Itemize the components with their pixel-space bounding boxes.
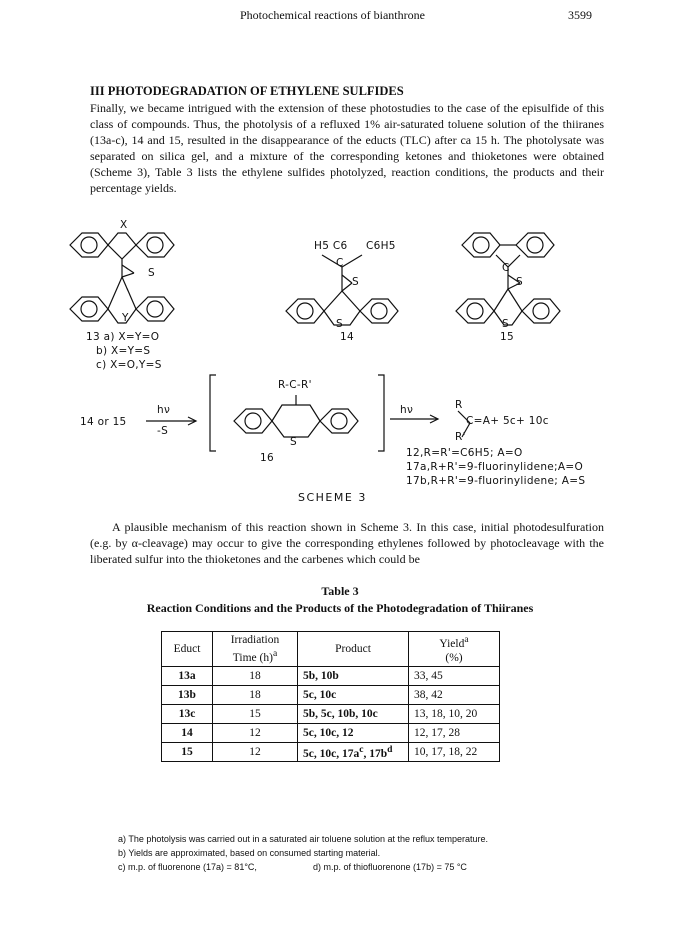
cell-product [298,742,409,761]
reaction-arrow-2 [390,415,438,423]
header-yield-sup: a [464,634,469,645]
label-17a: 17a,R+R'=9-fluorinylidene;A=O [406,461,584,473]
cell-time: 12 [213,742,298,761]
cell-time: 18 [213,666,298,685]
label-16: 16 [260,452,274,464]
footnote-d: d) m.p. of thiofluorenone (17b) = 75 °C [313,862,467,872]
label-phenyl-left: H5 C6 [314,240,348,252]
label-hv-2: hν [400,404,414,416]
label-minus-s: -S [157,425,169,437]
cell-yield: 33, 45 [409,666,500,685]
label-13b: b) X=Y=S [96,345,151,357]
cell-time: 15 [213,704,298,723]
label-s-14-top: S [352,276,359,288]
cell-product-mid: , 17b [363,747,388,760]
header-yield-text: Yield [439,637,465,650]
label-phenyl-right: C6H5 [366,240,396,252]
table-title: Reaction Conditions and the Products of the Photodegradation of Thiiranes [146,601,534,615]
cell-educt: 13b [162,685,213,704]
cell-product-sup-c: c [359,743,364,755]
cell-product: 5b, 5c, 10b, 10c [298,704,409,723]
label-product: C=A+ 5c+ 10c [466,415,549,427]
section-heading: III PHOTODEGRADATION OF ETHYLENE SULFIDES [90,84,404,98]
cell-educt: 13a [162,666,213,685]
table-row [162,704,500,723]
intro-paragraph-text: Finally, we became intrigued with the extension of these photostudies to the case of the episulfide of this class of compounds. Thus, the photolysis of a refluxed 1% air-saturated toluene solution of the thiiranes (13a-c), 14 and 15, resulted in the disappearance of the educts (TLC) after ca 15 h. The photolysate was separated on silica gel, and a mixture of the corresponding ketones and thioketones were obtained (Scheme 3), Table 3 lists the ethylene sulfides photolyzed, reaction conditions, the products and their percentage yields. [90,101,604,195]
cell-yield: 13, 18, 10, 20 [409,704,500,723]
label-15: 15 [500,331,514,343]
table-row [162,685,500,704]
table-number: Table 3 [321,584,359,598]
cell-educt: 13c [162,704,213,723]
label-14-or-15: 14 or 15 [80,416,127,428]
table-header-row [162,632,500,667]
label-13a: 13 a) X=Y=O [86,331,160,343]
label-hv-1: hν [157,404,171,416]
label-c-15: C [502,262,510,274]
label-c-14: C [336,257,344,269]
mechanism-paragraph [90,519,604,567]
label-12: 12,R=R'=C6H5; A=O [406,447,523,459]
cell-yield: 10, 17, 18, 22 [409,742,500,761]
running-header-title: Photochemical reactions of bianthrone [240,8,425,22]
label-r-c-r: R-C-R' [278,379,312,391]
intro-paragraph [90,100,604,196]
cell-time: 12 [213,723,298,742]
table-row [162,723,500,742]
scheme-caption: SCHEME 3 [298,491,367,504]
structure-13-top [70,233,174,277]
footnote-b: b) Yields are approximated, based on consumed starting material. [118,848,381,858]
cell-educt: 15 [162,742,213,761]
label-s-15-bottom: S [502,318,509,330]
table-row [162,666,500,685]
footnote-c: c) m.p. of fluorenone (17a) = 81°C, [118,862,257,872]
cell-product: 5b, 10b [298,666,409,685]
label-17b: 17b,R+R'=9-fluorinylidene; A=S [406,475,586,487]
label-14: 14 [340,331,354,343]
label-s-16: S [290,436,297,448]
cell-product: 5c, 10c, 12 [298,723,409,742]
cell-time: 18 [213,685,298,704]
cell-educt: 14 [162,723,213,742]
label-s-13: S [148,267,155,279]
header-time [213,632,298,667]
cell-product-text: 5c, 10c, 17a [303,747,360,760]
label-y: Y [122,312,129,324]
label-r: R [455,399,463,411]
label-r-prime: R' [455,431,466,443]
header-product: Product [298,632,409,667]
cell-yield: 12, 17, 28 [409,723,500,742]
results-table [161,631,500,762]
page-number: 3599 [568,8,592,22]
header-time-sup: a [272,648,278,659]
cell-product-sup-d: d [387,743,393,755]
footnote-a: a) The photolysis was carried out in a saturated air toluene solution at the reflux temperature. [118,834,489,844]
mechanism-paragraph-text: A plausible mechanism of this reaction shown in Scheme 3. In this case, initial photodesulfuration (e.g. by α-cleavage) may occur to give the corresponding ethylenes followed by photocleavage with the liberated sulfur into the thioketones and the carbenes which could be [90,520,604,566]
header-time-text: Irradiation Time (h) [230,634,280,664]
reaction-arrow-1 [146,417,196,425]
header-yield [409,632,500,667]
label-13c: c) X=O,Y=S [96,359,162,371]
header-educt: Educt [162,632,213,667]
cell-yield: 38, 42 [409,685,500,704]
structure-15 [456,233,560,325]
label-s-14-bottom: S [336,318,343,330]
label-s-15-top: S [516,276,523,288]
label-x: X [120,219,128,231]
header-yield-unit: (%) [445,651,463,664]
table-row [162,742,500,761]
cell-product: 5c, 10c [298,685,409,704]
